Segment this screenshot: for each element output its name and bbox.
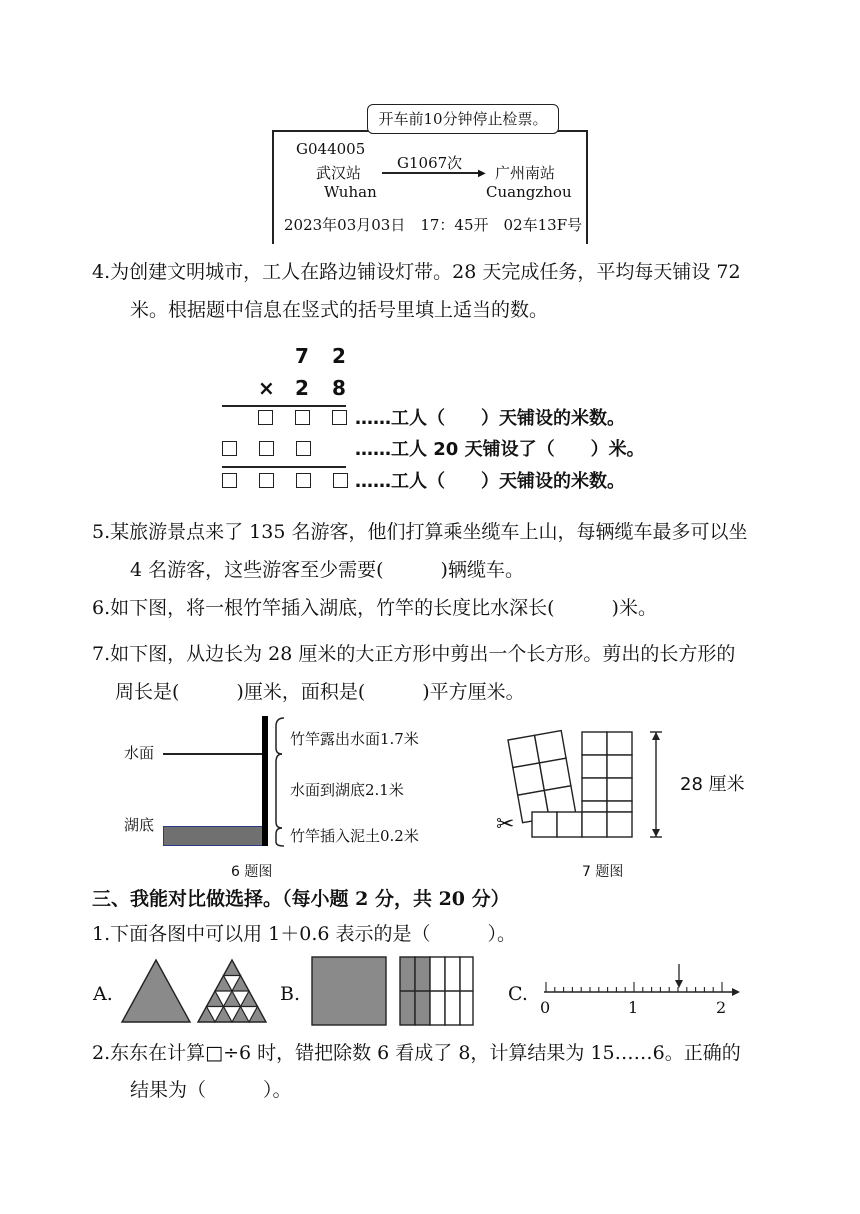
ticket-info: 2023年03月03日 17：45开 02车13F号 xyxy=(284,216,583,234)
option-c-label: C. xyxy=(508,983,528,1005)
s3-q1: 1.下面各图中可以用 1＋0.6 表示的是（ ）。 xyxy=(92,923,517,945)
option-b-squares xyxy=(310,955,480,1027)
water-label: 水面 xyxy=(124,744,155,762)
q4-line2: 米。根据题中信息在竖式的括号里填上适当的数。 xyxy=(130,299,549,321)
digit-2b: 2 xyxy=(295,376,309,400)
pole-label-2: 水面到湖底2.1米 xyxy=(290,781,404,799)
option-c-number-line xyxy=(536,960,746,1000)
s3-q2-line2: 结果为（ ）。 xyxy=(130,1079,292,1101)
nl-label-0: 0 xyxy=(540,998,551,1017)
pole-label-3: 竹竿插入泥土0.2米 xyxy=(290,827,419,845)
water-line xyxy=(163,753,263,755)
row1-text: ……工人（ ）天铺设的米数。 xyxy=(355,408,625,429)
calc-line-1 xyxy=(222,405,346,407)
q7-line1: 7.如下图，从边长为 28 厘米的大正方形中剪出一个长方形。剪出的长方形的 xyxy=(92,643,736,665)
option-b-label: B. xyxy=(280,983,301,1005)
times-sign: × xyxy=(258,376,275,400)
scissors-icon: ✂ xyxy=(496,812,515,837)
ticket-arrow-head: ▶ xyxy=(478,168,486,179)
ticket-notice: 开车前10分钟停止检票。 xyxy=(367,104,559,134)
nl-label-2: 2 xyxy=(716,998,727,1017)
lake-bottom-mud xyxy=(163,826,263,846)
q6-line1: 6.如下图，将一根竹竿插入湖底，竹竿的长度比水深长( )米。 xyxy=(92,597,657,619)
row2-text: ……工人 20 天铺设了（ ）米。 xyxy=(355,439,645,460)
fig7-caption: 7 题图 xyxy=(582,864,624,880)
nl-label-1: 1 xyxy=(628,998,639,1017)
q5-line1: 5.某旅游景点来了 135 名游客，他们打算乘坐缆车上山，每辆缆车最多可以坐 xyxy=(92,521,748,543)
digit-7: 7 xyxy=(295,344,309,368)
q7-line2: 周长是( )厘米，面积是( )平方厘米。 xyxy=(115,681,525,703)
q5-line2: 4 名游客，这些游客至少需要( )辆缆车。 xyxy=(130,559,524,581)
ticket-train: G1067次 xyxy=(397,154,463,172)
digit-2: 2 xyxy=(332,344,346,368)
row3-text: ……工人（ ）天铺设的米数。 xyxy=(355,471,625,492)
fig6-caption: 6 题图 xyxy=(231,864,273,880)
section3-title: 三、我能对比做选择。（每小题 2 分，共 20 分） xyxy=(92,888,510,910)
ticket-code: G044005 xyxy=(296,140,366,158)
bottom-label: 湖底 xyxy=(124,816,155,834)
q4-line1: 4.为创建文明城市，工人在路边铺设灯带。28 天完成任务，平均每天铺设 72 xyxy=(92,261,741,283)
ticket-from-cn: 武汉站 xyxy=(316,164,362,182)
pole-label-1: 竹竿露出水面1.7米 xyxy=(290,730,419,748)
ticket-to-en: Cuangzhou xyxy=(486,183,572,201)
ticket-to-cn: 广州南站 xyxy=(495,164,556,182)
ticket-arrow xyxy=(382,172,482,174)
side-length-label: 28 厘米 xyxy=(680,774,745,795)
s3-q2-line1: 2.东东在计算□÷6 时，错把除数 6 看成了 8，计算结果为 15……6。正确的 xyxy=(92,1042,741,1064)
calc-line-2 xyxy=(222,466,346,468)
option-a-label: A. xyxy=(93,983,113,1005)
ticket-from-en: Wuhan xyxy=(324,183,377,201)
digit-8: 8 xyxy=(332,376,346,400)
option-a-triangles xyxy=(120,956,280,1026)
